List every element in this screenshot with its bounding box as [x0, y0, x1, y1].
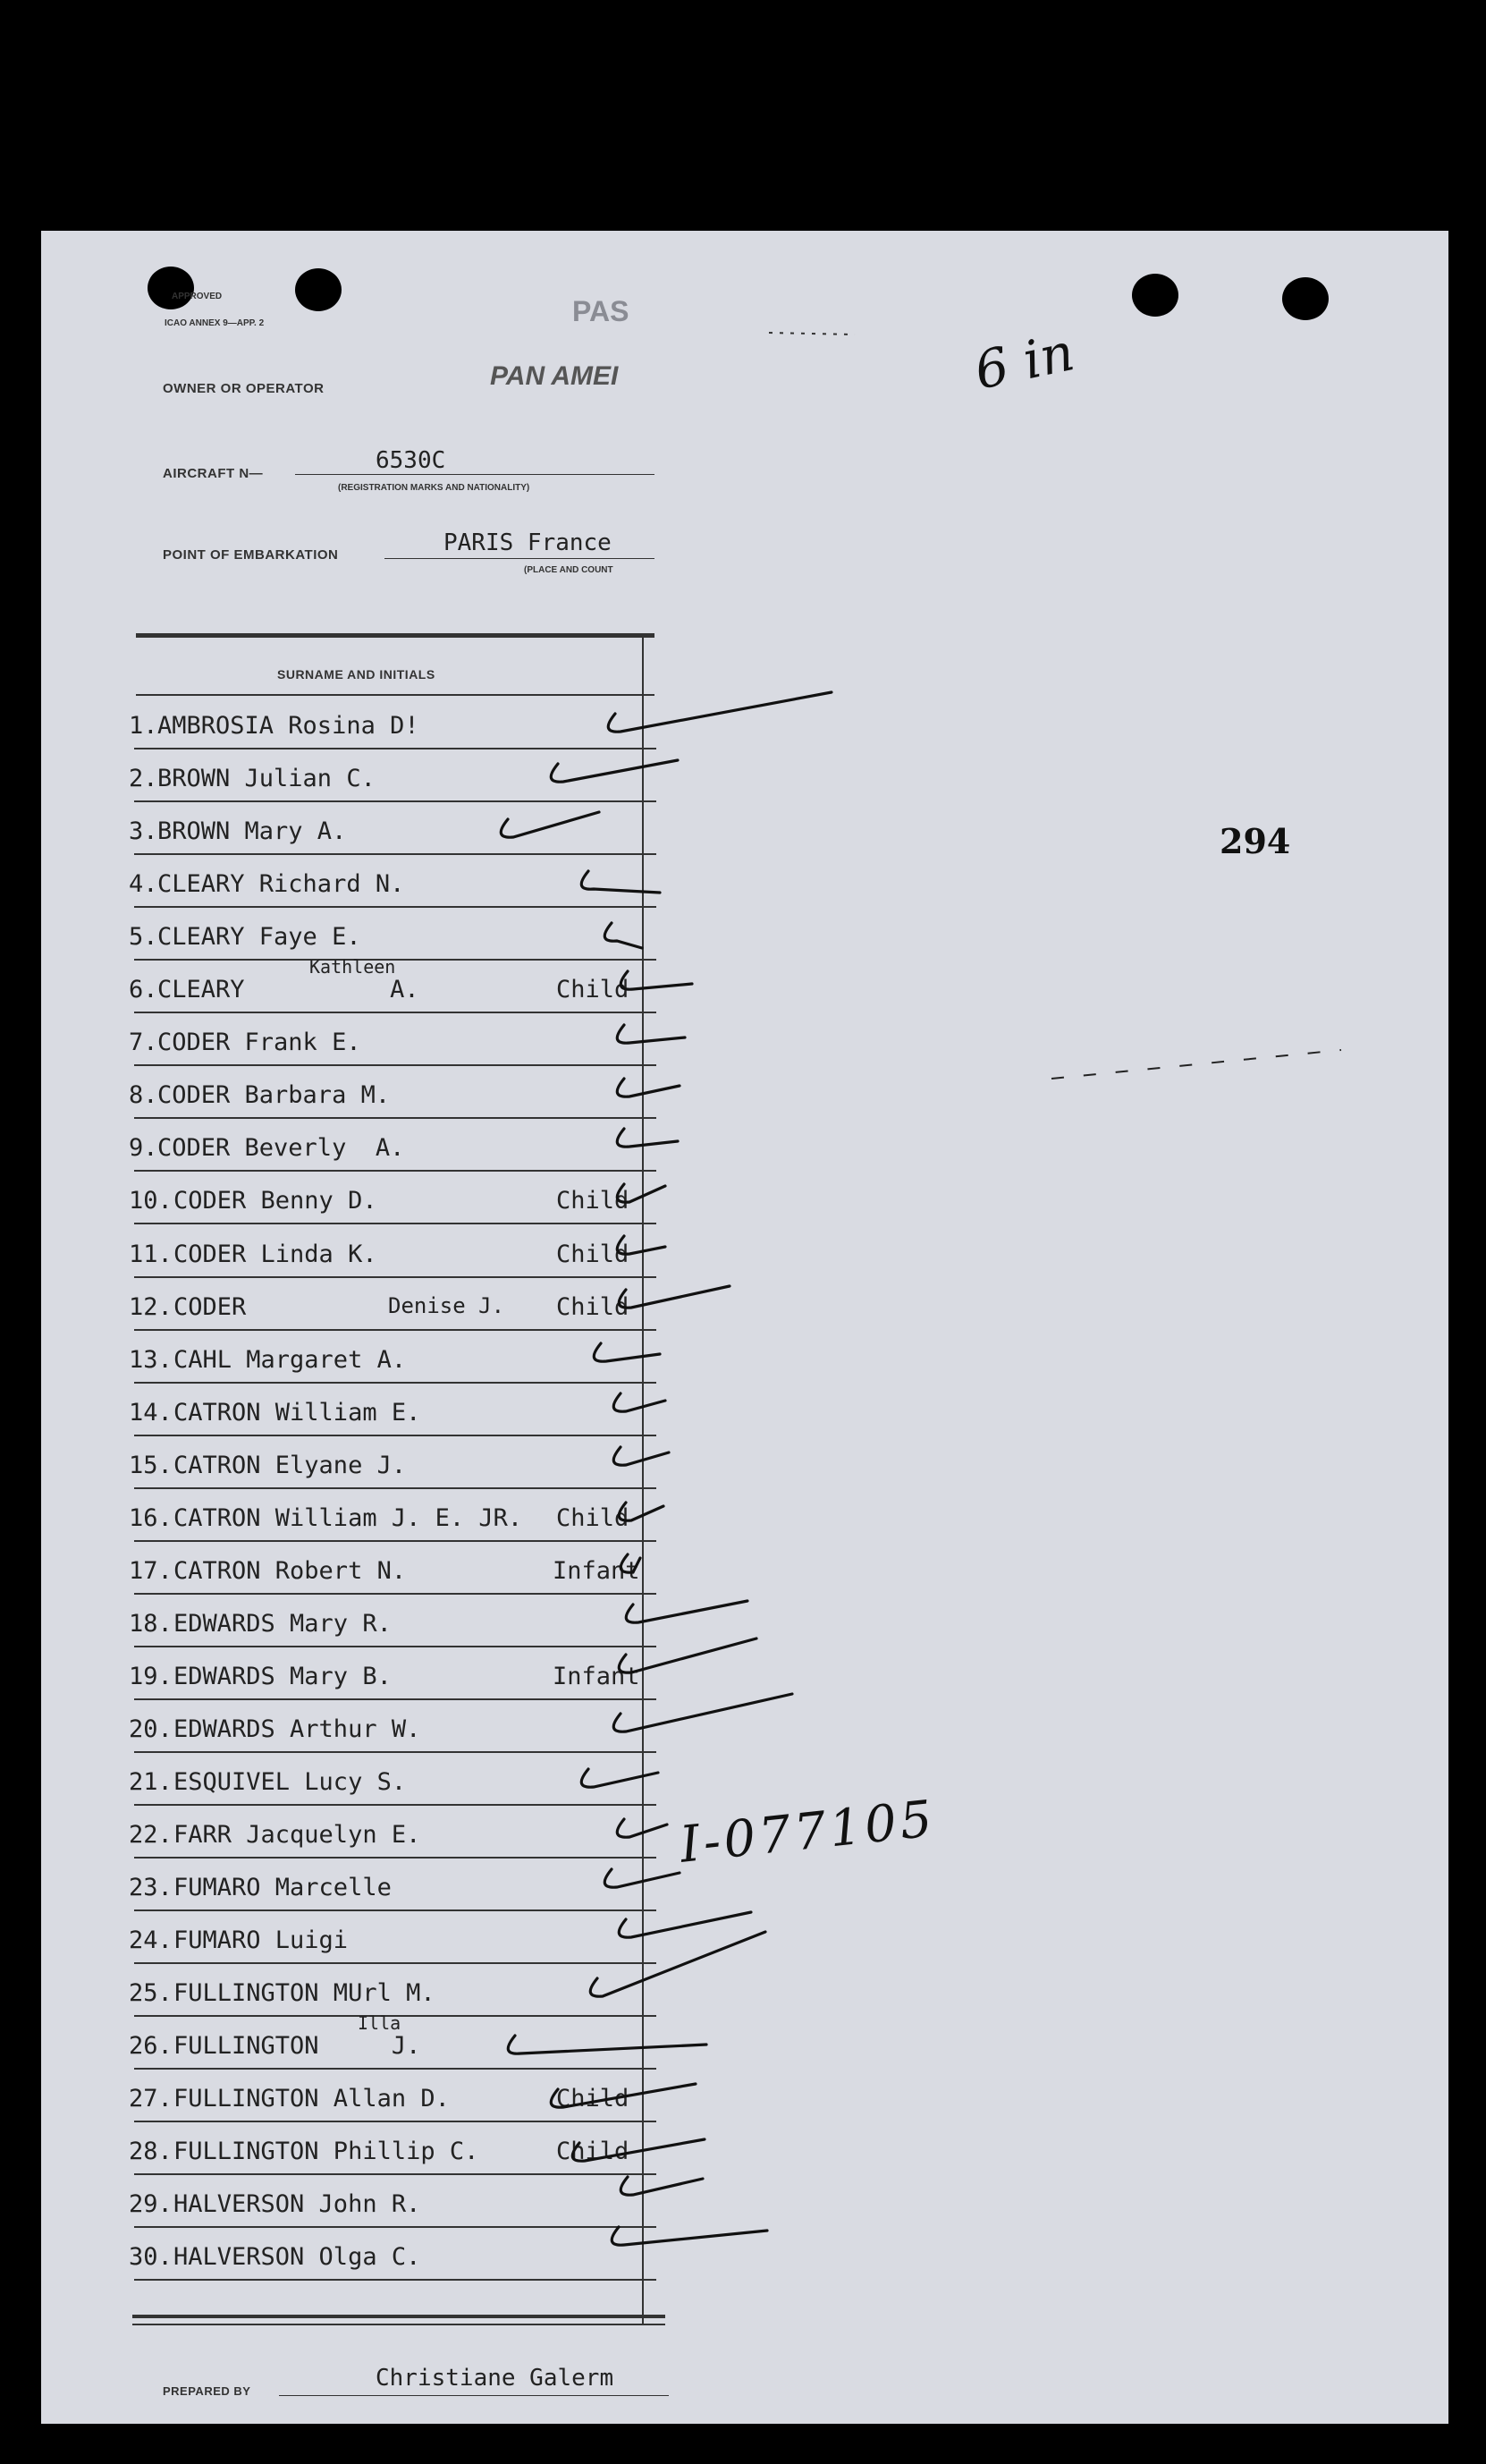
- row-note: Infant: [553, 1663, 640, 1690]
- row-number: 7.: [129, 1029, 158, 1056]
- row-number: 18.: [129, 1610, 173, 1638]
- embark-underline: [384, 558, 654, 559]
- aircraft-underline: [295, 474, 654, 475]
- row-number: 22.: [129, 1821, 173, 1849]
- row-name: CATRON Robert N.: [173, 1557, 407, 1585]
- row-number: 11.: [129, 1240, 173, 1268]
- row-name: CLEARY Richard N.: [157, 870, 405, 898]
- row-note: Child: [556, 976, 629, 1003]
- row-number: 27.: [129, 2085, 173, 2113]
- row-name: CODER Frank E.: [157, 1029, 361, 1056]
- row-rule: [134, 1435, 656, 1436]
- row-number: 30.: [129, 2243, 173, 2271]
- row-name: CODER Linda K.: [173, 1240, 377, 1268]
- owner-label: OWNER OR OPERATOR: [163, 381, 325, 396]
- row-rule: [134, 1909, 656, 1911]
- row-rule: [134, 1223, 656, 1224]
- row-name: FULLINGTON MUrl M.: [173, 1979, 435, 2007]
- row-name-annotation: Illa: [358, 2012, 401, 2034]
- row-note: Infant: [553, 1557, 640, 1585]
- row-number: 26.: [129, 2032, 173, 2060]
- row-rule: [134, 1382, 656, 1384]
- row-rule: [134, 1064, 656, 1066]
- row-name: HALVERSON Olga C.: [173, 2243, 421, 2271]
- row-name: FULLINGTON J.: [173, 2032, 421, 2060]
- aircraft-value: 6530C: [376, 447, 446, 474]
- row-name: AMBROSIA Rosina D!: [157, 712, 419, 740]
- row-rule: [134, 1751, 656, 1753]
- punch-hole-4: [1282, 277, 1329, 320]
- row-rule: [134, 2121, 656, 2122]
- row-number: 21.: [129, 1768, 173, 1796]
- row-name: FUMARO Marcelle: [173, 1874, 392, 1901]
- row-rule: [134, 2226, 656, 2228]
- owner-value: PAN AMEI: [490, 361, 619, 391]
- row-name: CATRON William J. E. JR.: [173, 1504, 523, 1532]
- row-rule: [134, 1857, 656, 1859]
- row-note: Child: [556, 2138, 629, 2165]
- row-number: 19.: [129, 1663, 173, 1690]
- row-name: CATRON William E.: [173, 1399, 421, 1427]
- row-name: CLEARY Faye E.: [157, 923, 361, 951]
- approval-line-1: APPROVED: [172, 292, 223, 301]
- handwritten-top-note: 6 in: [969, 321, 1080, 402]
- row-note: Child: [556, 1293, 629, 1321]
- row-rule: [134, 1646, 656, 1647]
- approval-line-2: ICAO ANNEX 9—APP. 2: [165, 318, 265, 328]
- embark-value: PARIS France: [443, 529, 612, 556]
- punch-hole-3: [1132, 274, 1178, 317]
- row-number: 23.: [129, 1874, 173, 1901]
- row-name: FULLINGTON Phillip C.: [173, 2138, 479, 2165]
- row-number: 8.: [129, 1081, 158, 1109]
- row-number: 5.: [129, 923, 158, 951]
- row-name: EDWARDS Arthur W.: [173, 1715, 421, 1743]
- row-note: Child: [556, 1187, 629, 1215]
- row-number: 2.: [129, 765, 158, 792]
- row-rule: [134, 1962, 656, 1964]
- row-name: EDWARDS Mary B.: [173, 1663, 392, 1690]
- row-name: CODER: [173, 1293, 247, 1321]
- row-number: 13.: [129, 1346, 173, 1374]
- row-name: CODER Barbara M.: [157, 1081, 391, 1109]
- row-number: 14.: [129, 1399, 173, 1427]
- row-name: HALVERSON John R.: [173, 2190, 421, 2218]
- row-rule: [134, 1012, 656, 1013]
- row-rule: [134, 748, 656, 749]
- row-rule: [134, 853, 656, 855]
- table-right-rule: [642, 637, 644, 2325]
- prepared-label: PREPARED BY: [163, 2384, 251, 2398]
- row-name: FUMARO Luigi: [173, 1926, 349, 1954]
- row-number: 15.: [129, 1452, 173, 1479]
- row-rule: [134, 2173, 656, 2175]
- row-name: BROWN Mary A.: [157, 817, 347, 845]
- embark-label: POINT OF EMBARKATION: [163, 547, 339, 563]
- row-rule: [134, 1540, 656, 1542]
- prepared-value: Christiane Galerm: [376, 2365, 614, 2392]
- row-number: 24.: [129, 1926, 173, 1954]
- row-rule: [134, 1117, 656, 1119]
- row-rule: [134, 1329, 656, 1331]
- row-name: FARR Jacquelyn E.: [173, 1821, 421, 1849]
- row-rule: [134, 1593, 656, 1595]
- row-name: FULLINGTON Allan D.: [173, 2085, 450, 2113]
- aircraft-label: AIRCRAFT N—: [163, 466, 264, 481]
- table-bottom-rule-2: [132, 2324, 665, 2325]
- row-number: 29.: [129, 2190, 173, 2218]
- page-number-stamp: 294: [1220, 821, 1291, 861]
- header-partial: PAS: [572, 295, 629, 327]
- column-header: SURNAME AND INITIALS: [277, 667, 435, 682]
- row-rule: [134, 2279, 656, 2281]
- row-note: Child: [556, 1504, 629, 1532]
- row-number: 1.: [129, 712, 158, 740]
- row-rule: [134, 1170, 656, 1172]
- row-name: ESQUIVEL Lucy S.: [173, 1768, 407, 1796]
- punch-hole-1: [148, 267, 194, 309]
- row-number: 25.: [129, 1979, 173, 2007]
- handwritten-id-note: I-077105: [677, 1790, 939, 1875]
- row-rule: [134, 1276, 656, 1278]
- row-name: CATRON Elyane J.: [173, 1452, 407, 1479]
- row-number: 17.: [129, 1557, 173, 1585]
- row-rule: [134, 1698, 656, 1700]
- prepared-underline: [279, 2395, 669, 2396]
- row-number: 28.: [129, 2138, 173, 2165]
- row-rule: [134, 1804, 656, 1806]
- row-number: 12.: [129, 1293, 173, 1321]
- row-number: 4.: [129, 870, 158, 898]
- row-name: BROWN Julian C.: [157, 765, 376, 792]
- row-name: CLEARY A.: [157, 976, 419, 1003]
- row-name: CODER Benny D.: [173, 1187, 377, 1215]
- punch-hole-2: [295, 268, 342, 311]
- row-note: Child: [556, 1240, 629, 1268]
- row-middle: Denise J.: [388, 1293, 505, 1318]
- row-name: CAHL Margaret A.: [173, 1346, 407, 1374]
- row-name: CODER Beverly A.: [157, 1134, 405, 1162]
- row-name: EDWARDS Mary R.: [173, 1610, 392, 1638]
- row-rule: [134, 906, 656, 908]
- header-rule: [136, 694, 654, 696]
- aircraft-sub: (REGISTRATION MARKS AND NATIONALITY): [338, 483, 530, 493]
- row-number: 16.: [129, 1504, 173, 1532]
- row-number: 3.: [129, 817, 158, 845]
- row-number: 6.: [129, 976, 158, 1003]
- row-rule: [134, 800, 656, 802]
- row-name-annotation: Kathleen: [309, 956, 396, 978]
- table-bottom-rule: [132, 2315, 665, 2318]
- row-rule: [134, 1487, 656, 1489]
- row-number: 9.: [129, 1134, 158, 1162]
- row-number: 10.: [129, 1187, 173, 1215]
- embark-sub: (PLACE AND COUNT: [524, 565, 613, 575]
- row-note: Child: [556, 2085, 629, 2113]
- table-top-rule: [136, 633, 654, 638]
- row-number: 20.: [129, 1715, 173, 1743]
- row-rule: [134, 2068, 656, 2070]
